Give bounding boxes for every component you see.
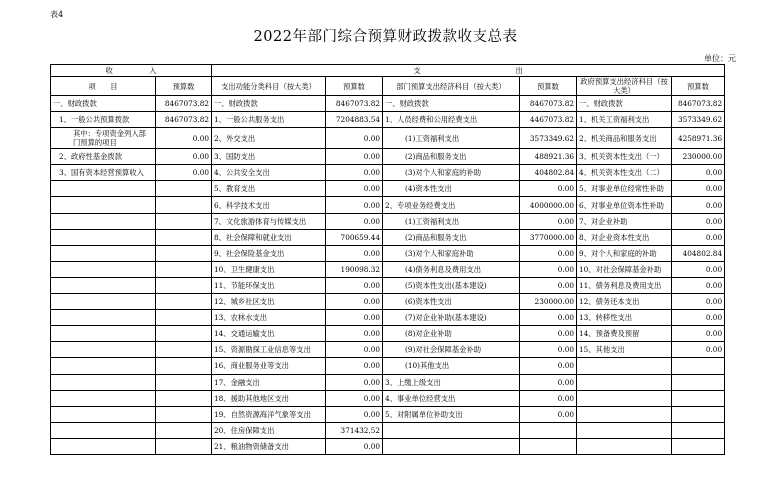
func-class-budget-cell: 0.00 (326, 390, 383, 406)
income-item-cell (51, 197, 156, 213)
econ-gov-budget-cell: 0.00 (672, 213, 725, 229)
income-budget-cell (156, 406, 212, 422)
func-class-item-cell: 3、国防支出 (212, 149, 326, 165)
func-class-budget-cell: 0.00 (326, 294, 383, 310)
table-row (51, 112, 725, 128)
column-header-budget: 预算数 (520, 77, 577, 96)
table-row (51, 310, 725, 326)
income-item-cell (51, 229, 156, 245)
header-row-columns (51, 77, 725, 96)
budget-summary-table (50, 64, 725, 455)
econ-gov-budget-cell: 404802.84 (672, 245, 725, 261)
econ-dept-item-cell: 2、专项业务经费支出 (383, 197, 520, 213)
column-header-item: 项 目 (51, 77, 156, 96)
income-budget-cell (156, 245, 212, 261)
econ-dept-item-cell: 一、财政拨款 (383, 96, 520, 112)
table-row (51, 294, 725, 310)
income-item-cell: 3、国有资本经营预算收入 (51, 165, 156, 181)
income-budget-cell (156, 358, 212, 374)
func-class-item-cell: 9、社会保险基金支出 (212, 245, 326, 261)
func-class-item-cell: 19、自然资源海洋气象等支出 (212, 406, 326, 422)
func-class-budget-cell: 0.00 (326, 149, 383, 165)
econ-gov-item-cell: 10、对社会保障基金补助 (577, 261, 672, 277)
func-class-budget-cell: 0.00 (326, 181, 383, 197)
header-row-section (51, 65, 725, 77)
page-title: 2022年部门综合预算财政拨款收支总表 (253, 29, 518, 45)
income-budget-cell (156, 310, 212, 326)
econ-dept-item-cell: (2)商品和服务支出 (383, 149, 520, 165)
table-row (51, 326, 725, 342)
econ-gov-budget-cell (672, 406, 725, 422)
econ-dept-item-cell: (3)对个人和家庭的补助 (383, 165, 520, 181)
econ-dept-item-cell: 5、对附属单位补助支出 (383, 406, 520, 422)
func-class-budget-cell: 0.00 (326, 213, 383, 229)
econ-gov-budget-cell: 3573349.62 (672, 112, 725, 128)
func-class-item-cell: 20、住房保障支出 (212, 422, 326, 438)
econ-dept-budget-cell: 488921.36 (520, 149, 577, 165)
income-item-cell (51, 326, 156, 342)
econ-gov-budget-cell: 0.00 (672, 261, 725, 277)
income-budget-cell (156, 422, 212, 438)
income-budget-cell (156, 342, 212, 358)
func-class-budget-cell: 0.00 (326, 406, 383, 422)
func-class-item-cell: 17、金融支出 (212, 374, 326, 390)
econ-dept-budget-cell: 4467073.82 (520, 112, 577, 128)
income-budget-cell (156, 374, 212, 390)
func-class-budget-cell: 371432.52 (326, 422, 383, 438)
income-header: 收 入 (51, 65, 212, 77)
income-budget-cell: 0.00 (156, 165, 212, 181)
econ-dept-item-cell: (1)工资福利支出 (383, 213, 520, 229)
econ-dept-item-cell: (4)债务利息及费用支出 (383, 261, 520, 277)
func-class-item-cell: 12、城乡社区支出 (212, 294, 326, 310)
econ-gov-budget-cell: 0.00 (672, 277, 725, 293)
econ-gov-item-cell: 6、对事业单位资本性补助 (577, 197, 672, 213)
income-item-cell (51, 310, 156, 326)
income-item-cell: 1、一般公共预算拨款 (51, 112, 156, 128)
income-budget-cell: 0.00 (156, 128, 212, 149)
table-row (51, 422, 725, 438)
econ-dept-item-cell: (10)其他支出 (383, 358, 520, 374)
econ-dept-budget-cell: 0.00 (520, 245, 577, 261)
econ-gov-budget-cell (672, 438, 725, 454)
table-row (51, 245, 725, 261)
econ-gov-item-cell: 11、债务利息及费用支出 (577, 277, 672, 293)
econ-dept-budget-cell: 3573349.62 (520, 128, 577, 149)
unit-label: 单位：元 (704, 54, 736, 63)
table-row (51, 277, 725, 293)
econ-dept-budget-cell: 8467073.82 (520, 96, 577, 112)
table-row (51, 128, 725, 149)
func-class-item-cell: 8、社会保障和就业支出 (212, 229, 326, 245)
econ-dept-budget-cell: 0.00 (520, 406, 577, 422)
column-header-econ-gov: 政府预算支出经济科目（按大类） (577, 77, 672, 96)
income-item-cell (51, 374, 156, 390)
econ-gov-item-cell: 12、债务还本支出 (577, 294, 672, 310)
econ-dept-budget-cell: 0.00 (520, 374, 577, 390)
econ-gov-budget-cell: 0.00 (672, 294, 725, 310)
econ-dept-budget-cell: 230000.00 (520, 294, 577, 310)
econ-dept-item-cell (383, 438, 520, 454)
table-number-label: 表4 (50, 10, 64, 19)
econ-dept-item-cell: (3)对个人和家庭补助 (383, 245, 520, 261)
econ-gov-budget-cell: 0.00 (672, 342, 725, 358)
income-budget-cell: 8467073.82 (156, 112, 212, 128)
econ-dept-item-cell: 3、上缴上级支出 (383, 374, 520, 390)
income-item-cell (51, 277, 156, 293)
income-budget-cell (156, 181, 212, 197)
econ-gov-item-cell (577, 406, 672, 422)
func-class-budget-cell: 0.00 (326, 245, 383, 261)
econ-gov-budget-cell: 4258971.36 (672, 128, 725, 149)
econ-gov-item-cell: 8、对企业资本性支出 (577, 229, 672, 245)
econ-dept-item-cell (383, 422, 520, 438)
econ-gov-budget-cell (672, 422, 725, 438)
econ-gov-item-cell (577, 422, 672, 438)
econ-gov-item-cell (577, 390, 672, 406)
func-class-item-cell: 11、节能环保支出 (212, 277, 326, 293)
income-item-cell (51, 390, 156, 406)
econ-gov-item-cell: 9、对个人和家庭的补助 (577, 245, 672, 261)
func-class-budget-cell: 0.00 (326, 342, 383, 358)
func-class-budget-cell: 190098.32 (326, 261, 383, 277)
func-class-budget-cell: 0.00 (326, 310, 383, 326)
table-row (51, 197, 725, 213)
table-row (51, 342, 725, 358)
table-row (51, 181, 725, 197)
econ-gov-item-cell (577, 438, 672, 454)
func-class-budget-cell: 0.00 (326, 128, 383, 149)
income-budget-cell (156, 438, 212, 454)
func-class-item-cell: 4、公共安全支出 (212, 165, 326, 181)
func-class-item-cell: 14、交通运输支出 (212, 326, 326, 342)
table-row (51, 149, 725, 165)
func-class-item-cell: 2、外交支出 (212, 128, 326, 149)
column-header-budget: 预算数 (156, 77, 212, 96)
econ-dept-budget-cell (520, 422, 577, 438)
func-class-budget-cell: 0.00 (326, 165, 383, 181)
econ-dept-budget-cell: 0.00 (520, 310, 577, 326)
func-class-budget-cell: 0.00 (326, 358, 383, 374)
econ-dept-budget-cell: 0.00 (520, 181, 577, 197)
func-class-item-cell: 6、科学技术支出 (212, 197, 326, 213)
econ-gov-item-cell: 1、机关工资福利支出 (577, 112, 672, 128)
income-budget-cell (156, 326, 212, 342)
column-header-budget: 预算数 (672, 77, 725, 96)
econ-gov-item-cell: 7、对企业补助 (577, 213, 672, 229)
func-class-budget-cell: 0.00 (326, 326, 383, 342)
table-row (51, 213, 725, 229)
income-item-cell: 2、政府性基金拨款 (51, 149, 156, 165)
column-header-econ-dept: 部门预算支出经济科目（按大类） (383, 77, 520, 96)
income-item-cell (51, 358, 156, 374)
econ-gov-item-cell: 3、机关资本性支出（一） (577, 149, 672, 165)
table-row (51, 229, 725, 245)
econ-dept-item-cell: (9)对社会保障基金补助 (383, 342, 520, 358)
econ-gov-item-cell: 2、机关商品和服务支出 (577, 128, 672, 149)
econ-dept-item-cell: (7)对企业补助(基本建设) (383, 310, 520, 326)
econ-dept-budget-cell: 3770000.00 (520, 229, 577, 245)
table-row (51, 96, 725, 112)
econ-gov-budget-cell (672, 358, 725, 374)
econ-dept-budget-cell: 404802.84 (520, 165, 577, 181)
econ-gov-item-cell (577, 374, 672, 390)
func-class-item-cell: 15、资源勘探工业信息等支出 (212, 342, 326, 358)
econ-gov-budget-cell: 230000.00 (672, 149, 725, 165)
table-row (51, 406, 725, 422)
func-class-budget-cell: 700659.44 (326, 229, 383, 245)
income-budget-cell (156, 213, 212, 229)
table-row (51, 390, 725, 406)
econ-dept-item-cell: (4)资本性支出 (383, 181, 520, 197)
func-class-item-cell: 5、教育支出 (212, 181, 326, 197)
econ-dept-budget-cell (520, 438, 577, 454)
func-class-budget-cell: 8467073.82 (326, 96, 383, 112)
column-header-func-class: 支出功能分类科目（按大类） (212, 77, 326, 96)
econ-gov-budget-cell: 8467073.82 (672, 96, 725, 112)
income-budget-cell (156, 197, 212, 213)
econ-dept-item-cell: (1)工资福利支出 (383, 128, 520, 149)
income-item-cell (51, 294, 156, 310)
income-item-cell (51, 181, 156, 197)
econ-dept-budget-cell: 0.00 (520, 390, 577, 406)
econ-dept-budget-cell: 0.00 (520, 342, 577, 358)
func-class-budget-cell: 0.00 (326, 197, 383, 213)
func-class-item-cell: 1、一般公共服务支出 (212, 112, 326, 128)
income-item-cell (51, 213, 156, 229)
func-class-item-cell: 一、财政拨款 (212, 96, 326, 112)
econ-dept-item-cell: 1、人员经费和公用经费支出 (383, 112, 520, 128)
income-item-cell (51, 438, 156, 454)
func-class-item-cell: 7、文化旅游体育与传媒支出 (212, 213, 326, 229)
econ-gov-budget-cell: 0.00 (672, 326, 725, 342)
income-item-cell (51, 422, 156, 438)
econ-gov-item-cell: 14、预备费及预留 (577, 326, 672, 342)
income-budget-cell (156, 390, 212, 406)
income-item-cell: 一、财政拨款 (51, 96, 156, 112)
func-class-budget-cell: 7204883.54 (326, 112, 383, 128)
income-item-cell (51, 406, 156, 422)
econ-gov-item-cell: 5、对事业单位经常性补助 (577, 181, 672, 197)
func-class-budget-cell: 0.00 (326, 374, 383, 390)
table-row (51, 438, 725, 454)
econ-gov-item-cell: 15、其他支出 (577, 342, 672, 358)
income-budget-cell: 8467073.82 (156, 96, 212, 112)
table-row (51, 374, 725, 390)
econ-dept-item-cell: (2)商品和服务支出 (383, 229, 520, 245)
econ-dept-budget-cell: 0.00 (520, 277, 577, 293)
table-row (51, 261, 725, 277)
econ-gov-budget-cell: 0.00 (672, 181, 725, 197)
income-item-cell: 其中：专项资金列入部门预算的项目 (51, 128, 156, 149)
econ-dept-item-cell: (5)资本性支出(基本建设) (383, 277, 520, 293)
income-budget-cell (156, 294, 212, 310)
econ-gov-item-cell: 一、财政拨款 (577, 96, 672, 112)
econ-gov-budget-cell: 0.00 (672, 310, 725, 326)
func-class-item-cell: 13、农林水支出 (212, 310, 326, 326)
econ-dept-budget-cell: 0.00 (520, 213, 577, 229)
income-budget-cell (156, 229, 212, 245)
econ-dept-budget-cell: 0.00 (520, 326, 577, 342)
econ-gov-item-cell: 13、转移性支出 (577, 310, 672, 326)
econ-gov-budget-cell: 0.00 (672, 229, 725, 245)
expense-header: 支 出 (212, 65, 725, 77)
func-class-item-cell: 18、援助其他地区支出 (212, 390, 326, 406)
econ-gov-budget-cell (672, 390, 725, 406)
econ-gov-budget-cell: 0.00 (672, 165, 725, 181)
func-class-budget-cell: 0.00 (326, 438, 383, 454)
econ-gov-item-cell (577, 358, 672, 374)
econ-gov-item-cell: 4、机关资本性支出（二） (577, 165, 672, 181)
income-budget-cell (156, 261, 212, 277)
income-item-cell (51, 245, 156, 261)
econ-gov-budget-cell (672, 374, 725, 390)
income-item-cell (51, 342, 156, 358)
income-budget-cell (156, 277, 212, 293)
econ-gov-budget-cell: 0.00 (672, 197, 725, 213)
func-class-item-cell: 10、卫生健康支出 (212, 261, 326, 277)
func-class-budget-cell: 0.00 (326, 277, 383, 293)
column-header-budget: 预算数 (326, 77, 383, 96)
income-item-cell (51, 261, 156, 277)
econ-dept-budget-cell: 0.00 (520, 358, 577, 374)
econ-dept-budget-cell: 4000000.00 (520, 197, 577, 213)
econ-dept-budget-cell: 0.00 (520, 261, 577, 277)
table-row (51, 165, 725, 181)
econ-dept-item-cell: 4、事业单位经营支出 (383, 390, 520, 406)
income-budget-cell: 0.00 (156, 149, 212, 165)
func-class-item-cell: 16、商业服务业等支出 (212, 358, 326, 374)
econ-dept-item-cell: (6)资本性支出 (383, 294, 520, 310)
func-class-item-cell: 21、粮油物资储备支出 (212, 438, 326, 454)
econ-dept-item-cell: (8)对企业补助 (383, 326, 520, 342)
table-row (51, 358, 725, 374)
